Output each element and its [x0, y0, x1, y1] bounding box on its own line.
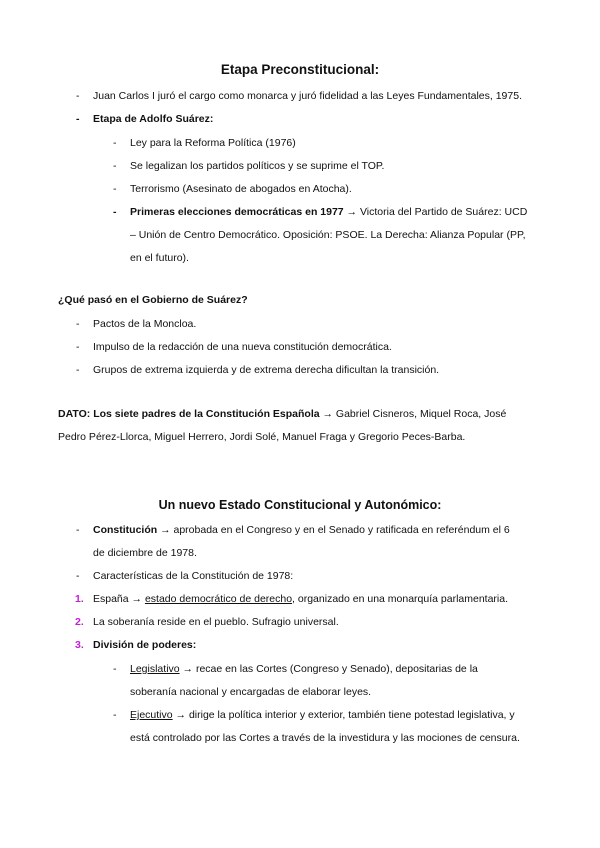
bullet-dash: - — [113, 709, 117, 721]
list-item: Pactos de la Moncloa. — [93, 318, 197, 330]
bullet-dash: - — [113, 663, 117, 675]
elecciones-line2: – Unión de Centro Democrático. Oposición: PSOE. La Derecha: Alianza Popular (PP, — [130, 229, 526, 241]
section-title-preconstitucional: Etapa Preconstitucional: — [220, 62, 380, 77]
bullet-dash: - — [76, 318, 80, 330]
elecciones-bold: Primeras elecciones democráticas en 1977 — [130, 206, 344, 218]
legislativo-rest: → recae en las Cortes (Congreso y Senado), depositarias de la — [179, 663, 478, 675]
sub-item-reforma: Ley para la Reforma Política (1976) — [130, 137, 296, 149]
list-number: 2. — [75, 616, 84, 628]
elecciones-line3: en el futuro). — [130, 252, 189, 264]
bullet-dash: - — [76, 364, 80, 376]
bullet-dash: - — [113, 160, 117, 172]
bullet-dash: - — [76, 524, 80, 536]
constitucion-line2: de diciembre de 1978. — [93, 547, 197, 559]
espana-post: , organizado en una monarquía parlamentaria. — [292, 593, 509, 605]
item-etapa-suarez: Etapa de Adolfo Suárez: — [93, 113, 214, 125]
sub-item-terrorismo: Terrorismo (Asesinato de abogados en Atocha). — [130, 183, 352, 195]
list-item: Grupos de extrema izquierda y de extrema derecha dificultan la transición. — [93, 364, 440, 376]
bullet-dash: - — [76, 570, 80, 582]
numbered-item-espana — [93, 593, 508, 605]
numbered-item-division-poderes: División de poderes: — [93, 639, 197, 651]
estado-democratico-underlined: estado democrático de derecho — [144, 593, 293, 605]
numbered-item-soberania: La soberanía reside en el pueblo. Sufragio universal. — [93, 616, 339, 628]
ejecutivo-rest: → dirige la política interior y exterior, también tiene potestad legislativa, y — [172, 709, 515, 721]
bullet-dash: - — [76, 113, 80, 125]
bullet-dash: - — [76, 341, 80, 353]
constitucion-line1 — [93, 524, 510, 536]
legislativo-line1 — [130, 663, 478, 675]
caracteristicas-item: Características de la Constitución de 1978: — [93, 570, 294, 582]
sub-item-partidos: Se legalizan los partidos políticos y se suprime el TOP. — [130, 160, 385, 172]
ejecutivo-underlined: Ejecutivo — [130, 709, 173, 721]
dato-line2: Pedro Pérez-Llorca, Miguel Herrero, Jordi Solé, Manuel Fraga y Gregorio Peces-Barba. — [58, 431, 466, 443]
elecciones-rest: → Victoria del Partido de Suárez: UCD — [343, 206, 528, 218]
list-item: Impulso de la redacción de una nueva constitución democrática. — [93, 341, 392, 353]
dato-line1 — [58, 408, 506, 420]
bullet-dash: - — [113, 206, 117, 218]
constitucion-rest: → aprobada en el Congreso y en el Senado y ratificada en referéndum el 6 — [157, 524, 510, 536]
constitucion-bold: Constitución — [93, 524, 158, 536]
bullet-dash: - — [76, 90, 80, 102]
ejecutivo-line1 — [130, 709, 515, 721]
bullet-dash: - — [113, 183, 117, 195]
list-number: 1. — [75, 593, 84, 605]
bullet-dash: - — [113, 137, 117, 149]
item-juan-carlos: Juan Carlos I juró el cargo como monarca y juró fidelidad a las Leyes Fundamentales, 1975. — [93, 90, 522, 102]
section-title-estado-constitucional: Un nuevo Estado Constitucional y Autonómico: — [158, 498, 442, 512]
dato-bold: DATO: Los siete padres de la Constitución Española — [58, 408, 320, 420]
heading-gobierno-suarez: ¿Qué pasó en el Gobierno de Suárez? — [58, 294, 248, 306]
legislativo-line2: soberanía nacional y encargadas de elaborar leyes. — [130, 686, 372, 698]
sub-item-elecciones — [130, 206, 527, 218]
ejecutivo-line2: está controlado por las Cortes a través de la investidura y las mociones de censura. — [130, 732, 520, 744]
list-number: 3. — [75, 639, 84, 651]
legislativo-underlined: Legislativo — [130, 663, 180, 675]
dato-rest: → Gabriel Cisneros, Miquel Roca, José — [319, 408, 507, 420]
espana-pre: España → — [93, 593, 145, 605]
